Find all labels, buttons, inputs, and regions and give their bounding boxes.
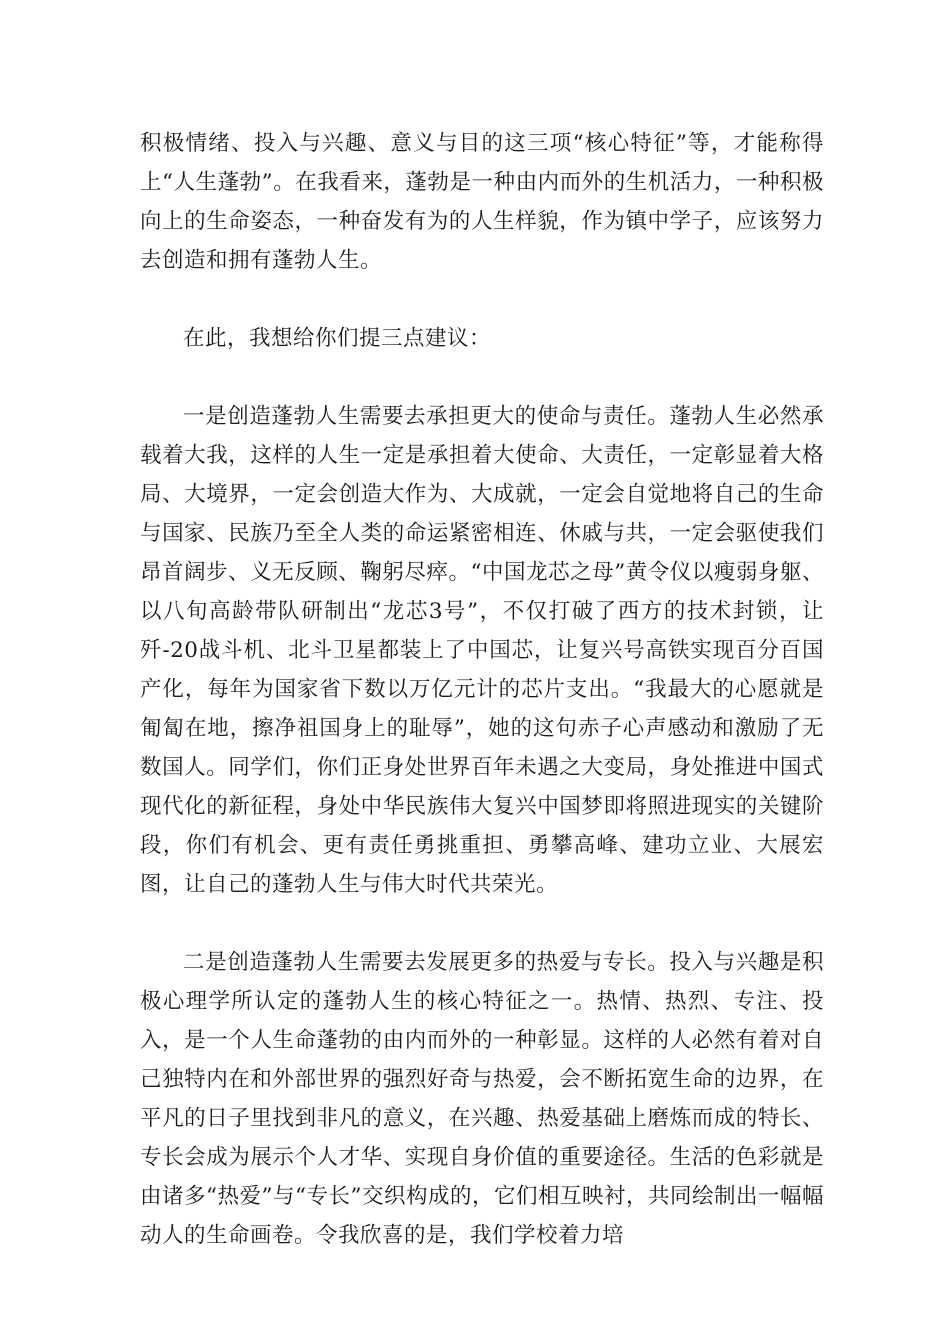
document-page xyxy=(140,124,824,1255)
paragraph-4: 二是创造蓬勃人生需要去发展更多的热爱与专长。投入与兴趣是积极心理学所认定的蓬勃人生的核心特征之一。热情、热烈、专注、投入，是一个人生命蓬勃的由内而外的一种彰显。这样的人必然有着对自己独特内在和外部世界的强烈好奇与热爱，会不断拓宽生命的边界，在平凡的日子里找到非凡的意义，在兴趣、热爱基础上磨炼而成的特长、专长会成为展示个人才华、实现自身价值的重要途径。生活的色彩就是由诸多“热爱”与“专长”交织构成的，它们相互映衬，共同绘制出一幅幅动人的生命画卷。令我欣喜的是，我们学校着力培 xyxy=(140,950,824,1248)
paragraph-2: 在此，我想给你们提三点建议： xyxy=(183,326,492,351)
paragraph-gap xyxy=(140,358,824,397)
paragraph-gap xyxy=(140,904,824,943)
paragraph-gap xyxy=(140,280,824,319)
paragraph-3: 一是创造蓬勃人生需要去承担更大的使命与责任。蓬勃人生必然承载着大我，这样的人生一定是承担着大使命、大责任，一定彰显着大格局、大境界，一定会创造大作为、大成就，一定会自觉地将自己的生命与国家、民族乃至全人类的命运紧密相连、休戚与共，一定会驱使我们昂首阔步、义无反顾、鞠躬尽瘁。“中国龙芯之母”黄令仪以瘦弱身躯、以八旬高龄带队研制出“龙芯3号”，不仅打破了西方的技术封锁，让歼-20战斗机、北斗卫星都装上了中国芯，让复兴号高铁实现百分百国产化，每年为国家省下数以万亿元计的芯片支出。“我最大的心愿就是匍匐在地，擦净祖国身上的耻辱”，她的这句赤子心声感动和激励了无数国人。同学们，你们正身处世界百年未遇之大变局，身处推进中国式现代化的新征程，身处中华民族伟大复兴中国梦即将照进现实的关键阶段，你们有机会、更有责任勇挑重担、勇攀高峰、建功立业、大展宏图，让自己的蓬勃人生与伟大时代共荣光。 xyxy=(140,404,824,897)
paragraph-1: 积极情绪、投入与兴趣、意义与目的这三项“核心特征”等，才能称得上“人生蓬勃”。在我看来，蓬勃是一种由内而外的生机活力，一种积极向上的生命姿态，一种奋发有为的人生样貌，作为镇中学子，应该努力去创造和拥有蓬勃人生。 xyxy=(140,131,824,273)
